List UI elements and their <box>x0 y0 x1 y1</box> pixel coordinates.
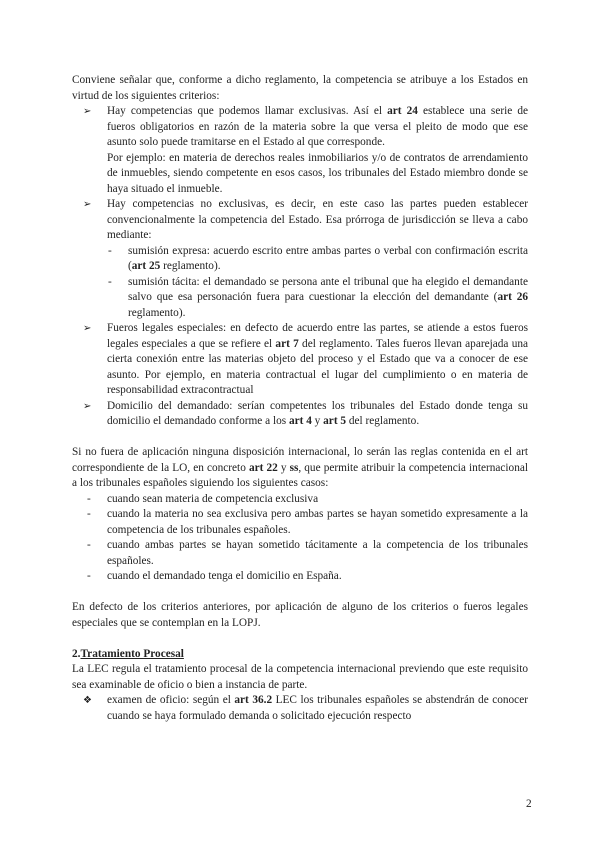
article-ref: art 25 <box>131 260 161 272</box>
dash-bullet: - <box>87 492 91 505</box>
section-title: Tratamiento Procesal <box>80 647 184 660</box>
lo-case: - cuando ambas partes se hayan sometido tácitamente a la competencia de los tribunales españoles. <box>87 539 528 567</box>
page-number: 2 <box>526 798 532 810</box>
lo-paragraph: Si no fuera de aplicación ninguna disposición internacional, lo serán las reglas contenida en el art correspondiente de la LO, en concreto art 22 y ss, que permite atribuir la competencia internacional a los tribunales españoles siguiendo los siguientes casos: <box>72 446 528 489</box>
lo-case: - cuando la materia no sea exclusiva pero ambas partes se hayan sometido expresamente a la competencia de los tribunales españoles. <box>87 508 528 536</box>
dash-bullet: - <box>87 508 91 520</box>
section-heading <box>72 647 528 663</box>
submission-tacit: - sumisión tácita: el demandado se persona ante el tribunal que ha elegido el demandante salvo que esa personación fuera para cuestionar la elección del demandante (art 26 reglamento). <box>108 275 529 319</box>
dash-bullet: - <box>87 539 91 551</box>
criterion-special-venues: ➢ Fueros legales especiales: en defecto de acuerdo entre las partes, se atiende a estos fueros legales especiales a que se refiere el art 7 del reglamento. Tales fueros llevan aparejada una cierta conexión entre las materias objeto del proceso y el Estado que va a conocer de ese asunto. Por ejemplo, en materia contractual el lugar del cumplimiento o en materia de responsabilidad extracontractual <box>83 322 529 396</box>
arrow-bullet-icon: ➢ <box>83 199 92 210</box>
arrow-bullet-icon: ➢ <box>83 323 92 334</box>
criterion-exclusive: ➢ Hay competencias que podemos llamar exclusivas. Así el art 24 establece una serie de fueros obligatorios en razón de la materia sobre la que versa el pleito de modo que ese asunto solo puede tramitarse en el Estado al que corresponde. <box>83 105 529 148</box>
criterion-exclusive-example: Por ejemplo: en materia de derechos reales inmobiliarios y/o de contratos de arrendamiento de inmuebles, siendo competente en esos casos, los tribunales del Estado miembro donde se haya situado el inmueble. <box>107 151 528 195</box>
article-ref: art 22 <box>248 461 278 474</box>
criterion-defendant-domicile: ➢ Domicilio del demandado: serían competentes los tribunales del Estado donde tenga su domicilio el demandado conforme a los art 4 y art 5 del reglamento. <box>83 399 528 427</box>
article-ref: art 4 <box>288 415 312 427</box>
arrow-bullet-icon: ➢ <box>83 400 92 412</box>
default-paragraph: En defecto de los criterios anteriores, por aplicación de alguno de los criterios o fueros legales especiales que se contemplan en la LOPJ. <box>72 601 528 629</box>
dash-bullet: - <box>87 570 91 582</box>
section-intro: La LEC regula el tratamiento procesal de la competencia internacional previendo que este requisito sea examinable de oficio o bien a instancia de parte. <box>72 663 528 691</box>
criterion-non-exclusive: ➢ Hay competencias no exclusivas, es decir, en este caso las partes pueden establecer convencionalmente la competencia del Estado. Esa prórroga de jurisdicción se lleva a cabo mediante: <box>83 198 528 241</box>
submission-express: - sumisión expresa: acuerdo escrito entre ambas partes o verbal con confirmación escrita (art 25 reglamento). <box>108 244 528 272</box>
lo-case: - cuando el demandado tenga el domicilio en España. <box>72 569 528 585</box>
article-ref: art 36.2 <box>234 694 273 706</box>
article-ref: art 24 <box>387 105 418 117</box>
article-ref: art 7 <box>275 337 299 350</box>
article-ref: ss <box>289 461 299 474</box>
diamond-bullet-icon: ❖ <box>83 695 92 706</box>
dash-bullet: - <box>108 275 112 288</box>
article-ref: art 26 <box>497 291 529 303</box>
lo-case: - cuando sean materia de competencia exclusiva <box>72 492 528 508</box>
intro-paragraph: Conviene señalar que, conforme a dicho reglamento, la competencia se atribuye a los Estados en virtud de los siguientes criterios: <box>72 74 528 102</box>
page-body <box>72 73 528 724</box>
section-number: 2. <box>72 647 81 660</box>
article-ref: art 5 <box>323 415 347 427</box>
exam-ex-officio-item: ❖ examen de oficio: según el art 36.2 LEC los tribunales españoles se abstendrán de conocer cuando se haya formulado demanda o solicitado ejecución respecto <box>83 694 528 722</box>
arrow-bullet-icon: ➢ <box>83 106 92 117</box>
dash-bullet: - <box>108 244 112 257</box>
